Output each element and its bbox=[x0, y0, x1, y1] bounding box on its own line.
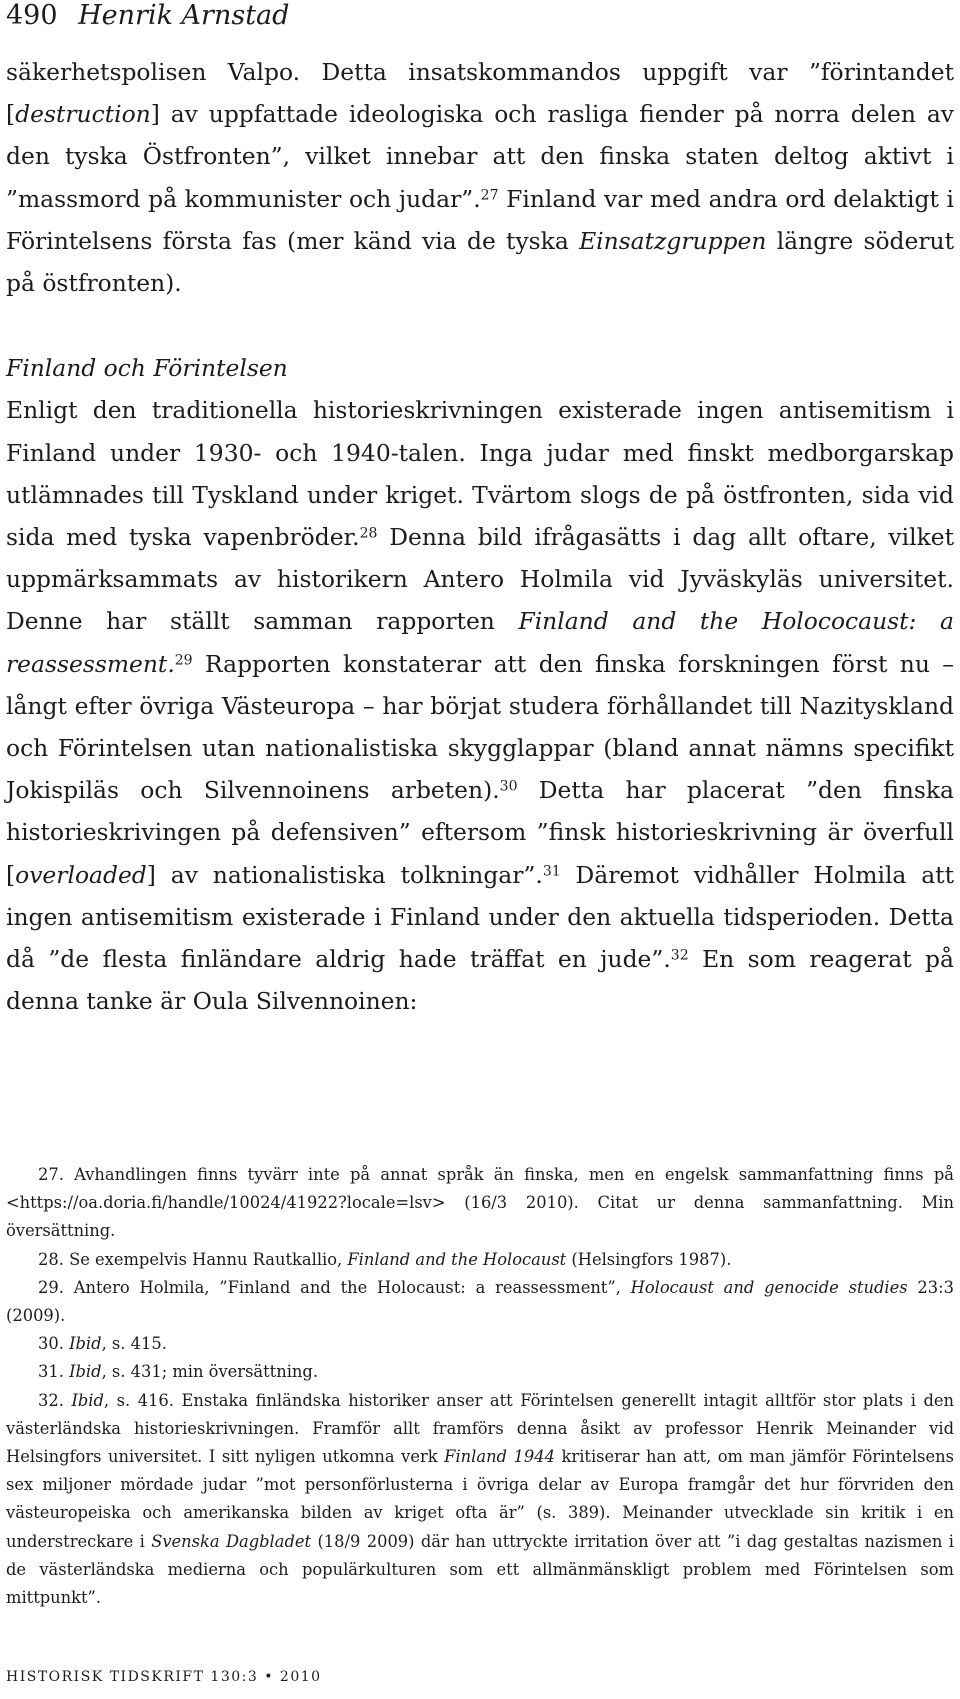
footnote-text: Se exempelvis Hannu Rautkallio, bbox=[69, 1249, 348, 1269]
footnote-number: 27. bbox=[38, 1165, 75, 1184]
footnote-text: kritiserar han att, om man jämför Förintelsens sex miljoner mördade judar ”mot personförlusterna i övriga delar av Europa framgår det hur förvriden den västeuropeiska och amerikanska bilden av kriget ofta är” (s. 389). Meinander utvecklade sin kritik i en understreckare i bbox=[6, 1447, 954, 1551]
italic-text: Svenska Dagbladet bbox=[151, 1531, 312, 1551]
footnote-text: Avhandlingen finns tyvärr inte på annat språk än finska, men en engelsk sammanfattning finns på <https://oa.doria.fi/handle/10024/41922?locale=lsv> (16/3 2010). Citat ur denna sammanfattning. Min översättning. bbox=[6, 1165, 954, 1241]
footnote-number: 31. bbox=[38, 1362, 70, 1382]
paragraph-1 bbox=[6, 51, 954, 304]
text-run: Rapporten konstaterar att den finska forskningen först nu – långt efter övriga Västeuropa – har börjat studera förhållandet till Nazityskland och Förintelsen utan nationalistiska skygglappar (bland annat nämns specifikt Jokispiläs och Silvennoinens arbeten). bbox=[6, 649, 954, 805]
footnote-number: 30. bbox=[38, 1334, 70, 1354]
text-run: Detta har placerat ”den finska historieskrivingen på defensiven” eftersom ”finsk historieskrivning är överfull [ bbox=[6, 776, 954, 889]
footnote-ref-29[interactable]: 29 bbox=[174, 651, 193, 668]
italic-text: Ibid bbox=[69, 1362, 102, 1382]
running-footer: HISTORISK TIDSKRIFT 130:3 • 2010 bbox=[6, 1669, 322, 1685]
main-text bbox=[6, 51, 954, 1022]
footnote-text: , s. 431; min översättning. bbox=[101, 1362, 319, 1382]
italic-text: overloaded bbox=[15, 860, 147, 889]
text-run: En som reagerat på denna tanke är Oula Silvennoinen: bbox=[6, 945, 954, 1016]
paragraph-2 bbox=[6, 389, 954, 1022]
text-run: Finland var med andra ord delaktigt i Förintelsens första fas (mer känd via de tyska bbox=[6, 184, 954, 255]
footnotes bbox=[6, 1161, 954, 1612]
footnote-number: 29. bbox=[38, 1277, 74, 1297]
italic-text: Holocaust and genocide studies bbox=[630, 1277, 908, 1297]
footnote-text: Antero Holmila, ”Finland and the Holocaust: a reassessment”, bbox=[73, 1277, 631, 1297]
footnote-31 bbox=[6, 1358, 954, 1386]
footnote-ref-30[interactable]: 30 bbox=[499, 778, 518, 795]
text-run: längre söderut på östfronten). bbox=[6, 226, 954, 298]
italic-text: Finland 1944 bbox=[444, 1447, 555, 1467]
text-run: ] av uppfattade ideologiska och rasliga fiender på norra delen av den tyska Östfronten”, vilket innebar att den finska staten deltog aktivt i ”massmord på kommunister och judar”. bbox=[6, 100, 954, 213]
footnote-text: , s. 415. bbox=[101, 1334, 167, 1354]
running-header-author: Henrik Arnstad bbox=[78, 0, 290, 31]
footnote-text: (18/9 2009) där han uttryckte irritation över att ”i dag gestaltas nazismen i de västerländska medierna och populärkulturen som ett allmänmänskligt problem med Förintelsen som mittpunkt”. bbox=[6, 1531, 954, 1608]
italic-text: Finland and the Holococaust: a reassessment. bbox=[6, 607, 954, 678]
footnote-29 bbox=[6, 1274, 954, 1330]
footnote-ref-28[interactable]: 28 bbox=[359, 525, 378, 542]
italic-text: Ibid bbox=[69, 1334, 102, 1354]
footnote-ref-27[interactable]: 27 bbox=[480, 186, 499, 203]
text-run: säkerhetspolisen Valpo. Detta insatskommandos uppgift var ”förintandet [ bbox=[6, 58, 954, 129]
footnote-27 bbox=[6, 1161, 954, 1246]
footnote-32 bbox=[6, 1387, 954, 1613]
text-run: Däremot vidhåller Holmila att ingen antisemitism existerade i Finland under den aktuella tidsperioden. Detta då ”de flesta finländare aldrig hade träffat en jude”. bbox=[6, 860, 954, 974]
section-heading: Finland och Förintelsen bbox=[6, 354, 288, 383]
text-run: Denna bild ifrågasätts i dag allt oftare, vilket uppmärksammats av historikern Antero Holmila vid Jyväskyläs universitet. Denne har ställt samman rapporten bbox=[6, 523, 954, 636]
text-run: ] av nationalistiska tolkningar”. bbox=[146, 860, 543, 889]
footnote-text: (Helsingfors 1987). bbox=[566, 1249, 732, 1269]
footnote-30 bbox=[6, 1330, 954, 1358]
footnote-text: 23:3 (2009). bbox=[6, 1277, 954, 1326]
running-header bbox=[6, 0, 289, 32]
page-number: 490 bbox=[6, 0, 58, 31]
footnote-ref-31[interactable]: 31 bbox=[542, 862, 561, 879]
footnote-number: 32. bbox=[38, 1390, 72, 1410]
italic-text: Finland and the Holocaust bbox=[347, 1249, 567, 1269]
footnote-ref-32[interactable]: 32 bbox=[670, 947, 689, 964]
text-run: Enligt den traditionella historieskrivningen existerade ingen antisemitism i Finland under 1930- och 1940-talen. Inga judar med finskt medborgarskap utlämnades till Tyskland under kriget. Tvärtom slogs de på östfronten, sida vid sida med tyska vapenbröder. bbox=[6, 396, 954, 552]
italic-text: Einsatzgruppen bbox=[579, 226, 767, 255]
footnote-number: 28. bbox=[38, 1249, 70, 1269]
italic-text: Ibid bbox=[71, 1390, 104, 1410]
italic-text: destruction bbox=[15, 100, 151, 129]
footnote-28 bbox=[6, 1246, 954, 1274]
footnote-text: , s. 416. Enstaka finländska historiker anser att Förintelsen generellt intagit alltför stor plats i den västerländska historieskrivningen. Framför allt framförs denna åsikt av professor Henrik Meinander vid Helsingfors universitet. I sitt nyligen utkomna verk bbox=[6, 1390, 954, 1467]
